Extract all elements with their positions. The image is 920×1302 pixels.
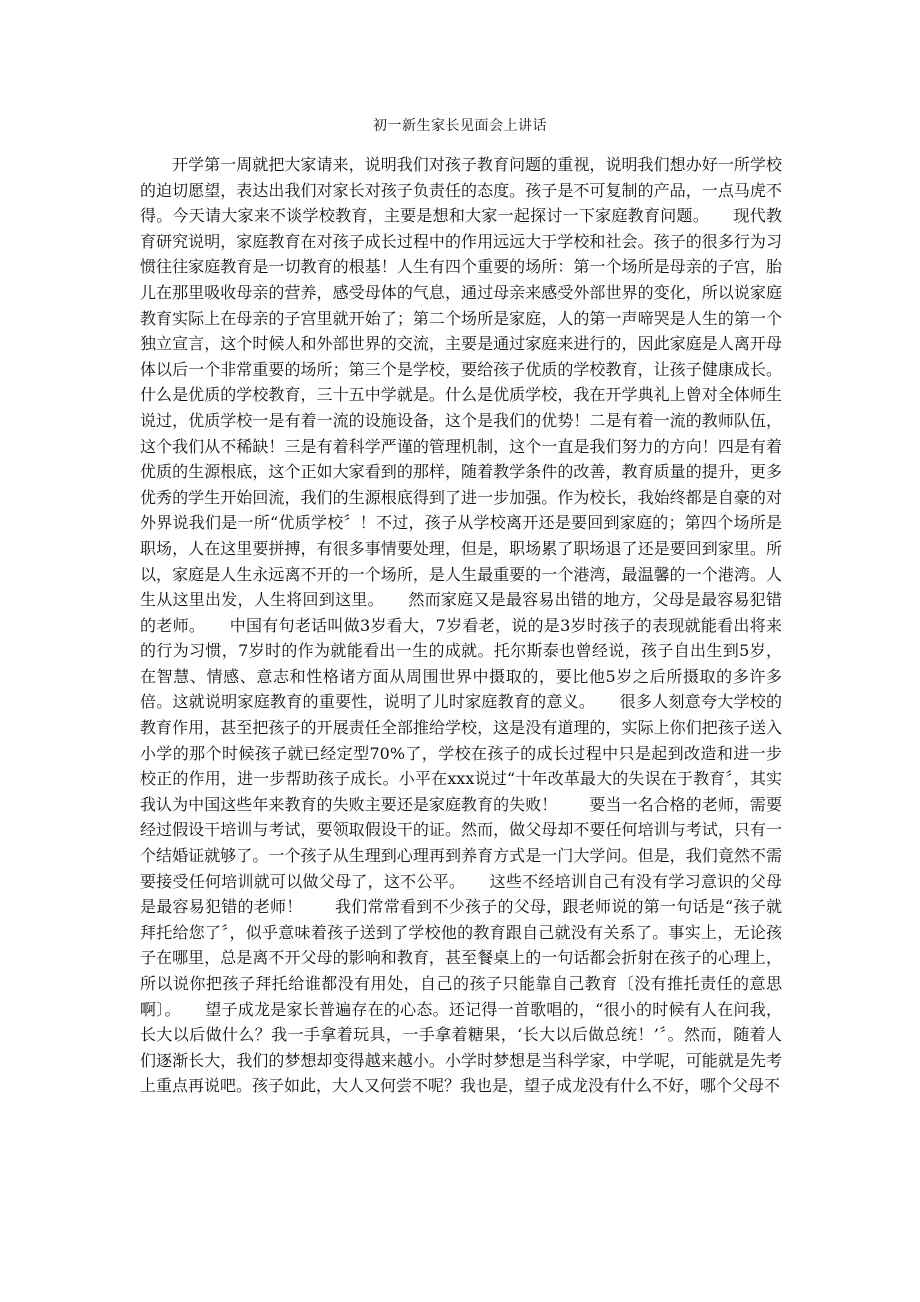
document-title: 初一新生家长见面会上讲话 (373, 118, 547, 134)
document-body-paragraph: 开学第一周就把大家请来，说明我们对孩子教育问题的重视，说明我们想办好一所学校的迫切愿望，表达出我们对家长对孩子负责任的态度。孩子是不可复制的产品，一点马虎不得。今天请大家来不谈学校教育，主要是想和大家一起探讨一下家庭教育问题。 现代教育研究说明，家庭教育在对孩子成长过程中的作用远远大于学校和社会。孩子的很多行为习惯往往家庭教育是一切教育的根基！人生有四个重要的场所：第一个场所是母亲的子宫，胎儿在那里吸收母亲的营养，感受母体的气息，通过母亲来感受外部世界的变化，所以说家庭教育实际上在母亲的子宫里就开始了；第二个场所是家庭，人的第一声啼哭是人生的第一个独立宣言，这个时候人和外部世界的交流，主要是通过家庭来进行的，因此家庭是人离开母体以后一个非常重要的场所；第三个是学校，要给孩子优质的学校教育，让孩子健康成长。什么是优质的学校教育，三十五中学就是。什么是优质学校，我在开学典礼上曾对全体师生说过，优质学校一是有着一流的设施设备，这个是我们的优势！二是有着一流的教师队伍，这个我们从不稀缺！三是有着科学严谨的管理机制，这个一直是我们努力的方向！四是有着优质的生源根底，这个正如大家看到的那样，随着教学条件的改善，教育质量的提升，更多优秀的学生开始回流，我们的生源根底得到了进一步加强。作为校长，我始终都是自豪的对外界说我们是一所“优质学校〞！不过，孩子从学校离开还是要回到家庭的；第四个场所是职场，人在这里要拼搏，有很多事情要处理，但是，职场累了职场退了还是要回到家里。所以，家庭是人生永远离不开的一个场所，是人生最重要的一个港湾，最温馨的一个港湾。人生从这里出发，人生将回到这里。 然而家庭又是最容易出错的地方，父母是最容易犯错的老师。 中国有句老话叫做3岁看大，7岁看老，说的是3岁时孩子的表现就能看出将来的行为习惯，7岁时的作为就能看出一生的成就。托尔斯泰也曾经说，孩子自出生到5岁，在智慧、情感、意志和性格诸方面从周围世界中摄取的，要比他5岁之后所摄取的多许多倍。这就说明家庭教育的重要性，说明了儿时家庭教育的意义。 很多人刻意夸大学校的教育作用，甚至把孩子的开展责任全部推给学校，这是没有道理的，实际上你们把孩子送入小学的那个时候孩子就已经定型70%了，学校在孩子的成长过程中只是起到改造和进一步校正的作用，进一步帮助孩子成长。小平在xxx说过“十年改革最大的失误在于教育〞，其实我认为中国这些年来教育的失败主要还是家庭教育的失败！ 要当一名合格的老师，需要经过假设干培训与考试，要领取假设干的证。然而，做父母却不要任何培训与考试，只有一个结婚证就够了。一个孩子从生理到心理再到养育方式是一门大学问。但是，我们竟然不需要接受任何培训就可以做父母了，这不公平。 这些不经培训自己有没有学习意识的父母是最容易犯错的老师！ 我们常常看到不少孩子的父母，跟老师说的第一句话是“孩子就拜托给您了〞，似乎意味着孩子送到了学校他的教育跟自己就没有关系了。事实上，无论孩子在哪里，总是离不开父母的影响和教育，甚至餐桌上的一句话都会折射在孩子的心理上，所以说你把孩子拜托给谁都没有用处，自己的孩子只能靠自己教育〔没有推托责任的意思啊〕。 望子成龙是家长普遍存在的心态。还记得一首歌唱的，“很小的时候有人在问我，长大以后做什么？我一手拿着玩具，一手拿着糖果，‘长大以后做总统！’〞。然而，随着人们逐渐长大，我们的梦想却变得越来越小。小学时梦想是当科学家，中学呢，可能就是先考上重点再说吧。孩子如此，大人又何尝不呢？我也是，望子成龙没有什么不好，哪个父母不 (140, 155, 782, 1096)
